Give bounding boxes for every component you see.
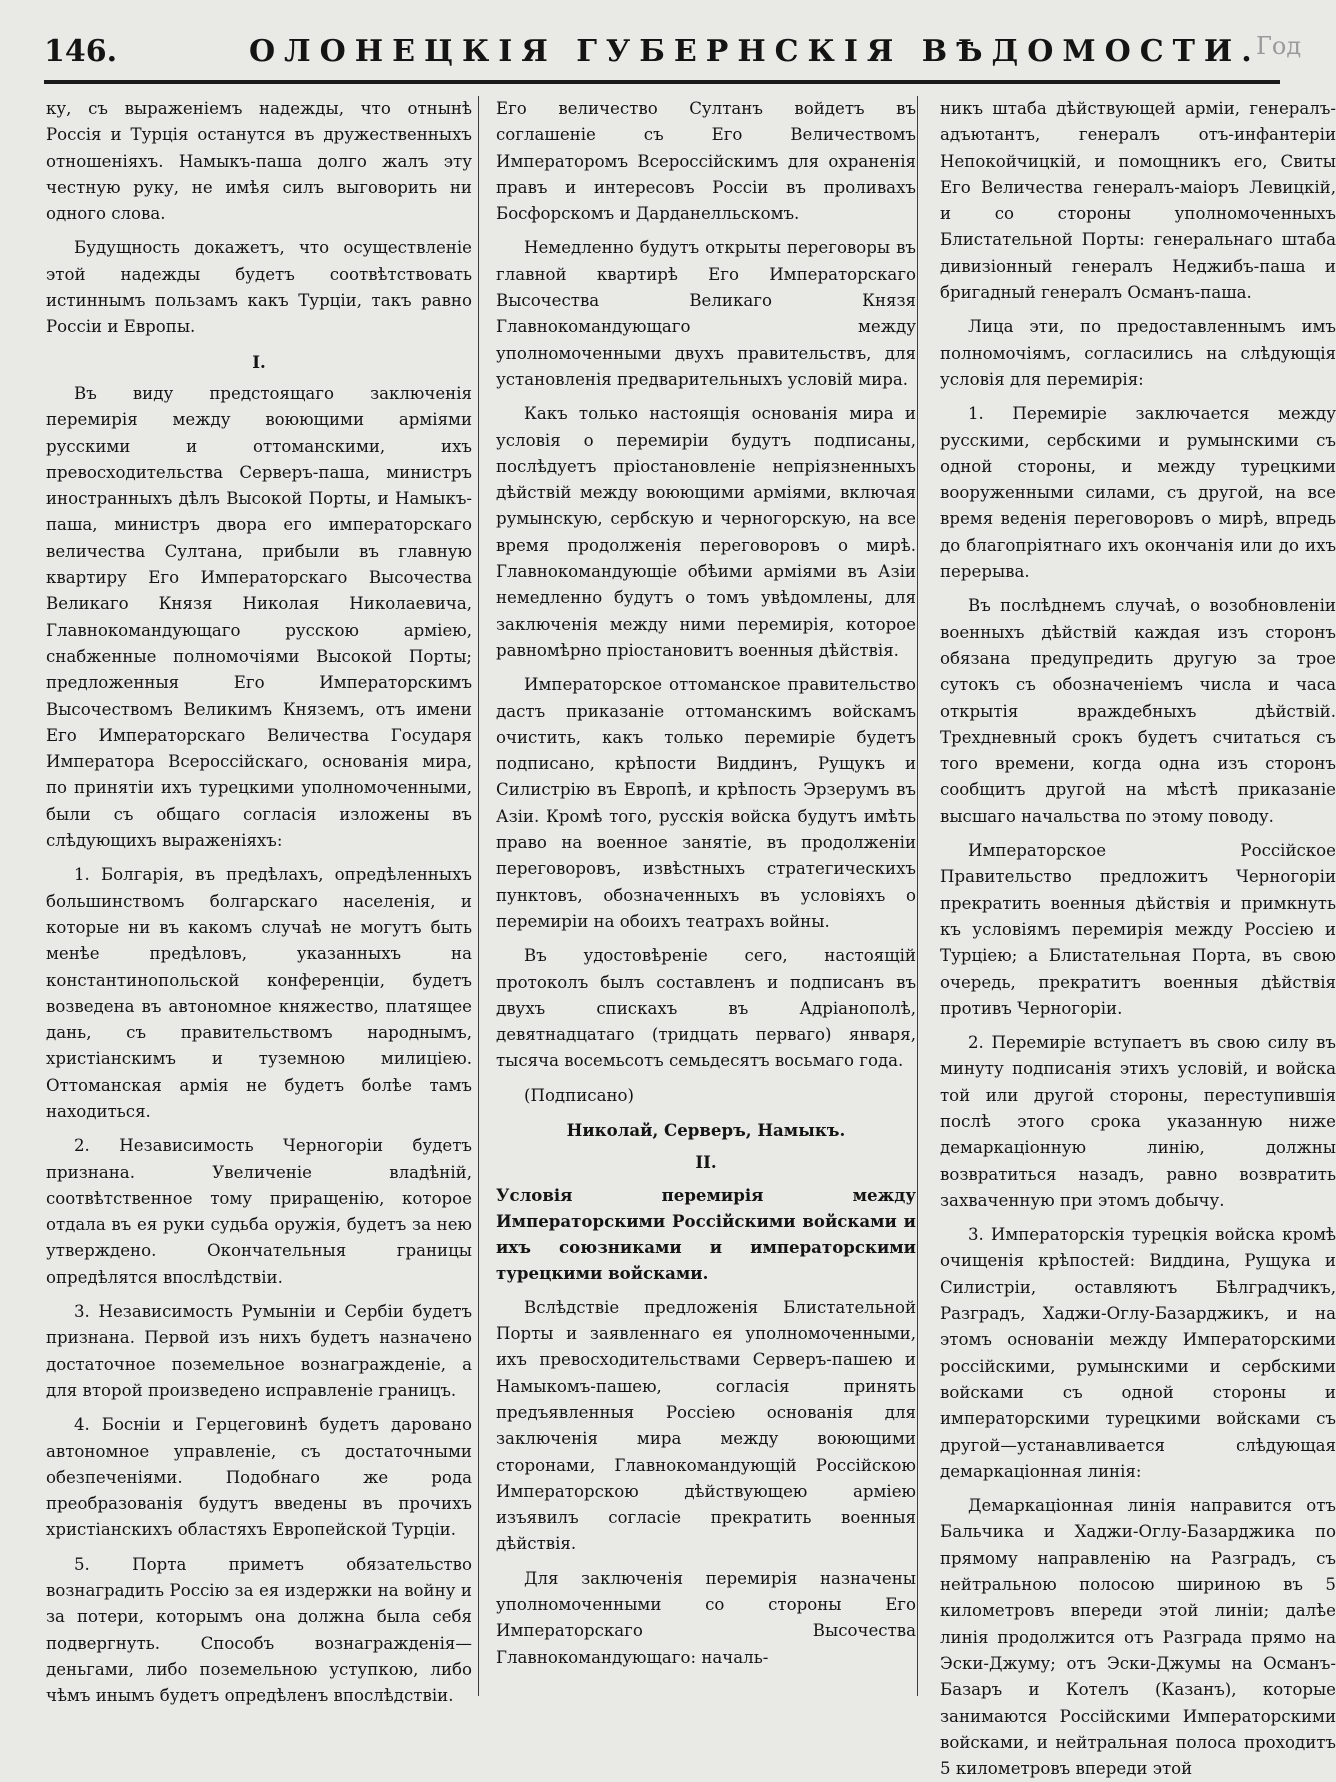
paragraph: Императорское оттоманское правительство дастъ приказаніе оттоманскимъ войскамъ очистить, какъ только перемиріе будетъ подписано, крѣпости Виддинъ, Рущукъ и Силистрію въ Европѣ, и крѣпость Эрзерумъ въ Азіи. Кромѣ того, русскія войска будутъ имѣть право на военное занятіе, въ продолженіи переговоровъ, извѣстныхъ стратегическихъ пунктовъ, обозначенныхъ въ условіяхъ о перемиріи на обоихъ театрахъ войны. (496, 675, 916, 931)
paragraph: Въ послѣднемъ случаѣ, о возобновленіи военныхъ дѣйствій каждая изъ сторонъ обязана предупредить другую за трое сутокъ съ обозначеніемъ числа и часа открытія враждебныхъ дѣйствій. Трехдневный срокъ будетъ считаться съ того времени, когда одна изъ сторонъ сообщитъ другой на мѣстѣ приказаніе высшаго начальства по этому поводу. (940, 596, 1336, 826)
paragraph: 4. Босніи и Герцеговинѣ будетъ даровано автономное управленіе, съ достаточными обезпеченіями. Подобнаго же рода преобразованія будутъ введены въ прочихъ христіанскихъ областяхъ Европейской Турціи. (46, 1415, 472, 1540)
page-number: 146. (44, 34, 118, 69)
signed-note: (Подписано) (524, 1085, 634, 1105)
newspaper-title: ОЛОНЕЦКІЯ ГУБЕРНСКІЯ ВѢДОМОСТИ. (249, 34, 1261, 69)
section-heading-ii: II. (695, 1152, 717, 1173)
paragraph: никъ штаба дѣйствующей арміи, генералъ-адъютантъ, генералъ отъ-инфантеріи Непокойчицкій, и помощникъ его, Свиты Его Величества генералъ-маіоръ Левицкій, и со стороны уполномоченныхъ Блистательной Порты: генеральнаго штаба дивизіонный генералъ Неджибъ-паша и бригадный генералъ Османъ-паша. (940, 99, 1336, 303)
paragraph: Его величество Султанъ войдетъ въ соглашеніе съ Его Величествомъ Императоромъ Всероссійскимъ для охраненія правъ и интересовъ Россіи въ проливахъ Босфорскомъ и Дарданелльскомъ. (496, 99, 916, 224)
paragraph: Въ удостовѣреніе сего, настоящій протоколъ былъ составленъ и подписанъ въ двухъ спискахъ въ Адріанополѣ, девятнадцатаго (тридцать перваго) января, тысяча восемьсотъ семьдесятъ восьмаго года. (496, 946, 916, 1071)
article-columns (38, 96, 1336, 1779)
column-3 (940, 96, 1336, 1779)
paragraph: Демаркаціонная линія направится отъ Бальчика и Хаджи-Оглу-Базарджика по прямому направленію на Разградъ, съ нейтральною полосою шириною въ 5 километровъ впереди этой линіи; далѣе линія продолжится отъ Разграда прямо на Эски-Джуму; отъ Эски-Джумы на Османъ-Базаръ и Котелъ (Казанъ), которые занимаются Россійскими Императорскими войсками, и нейтральная полоса проходитъ 5 километровъ впереди этой (940, 1496, 1336, 1779)
paragraph: 3. Независимость Румыніи и Сербіи будетъ признана. Первой изъ нихъ будетъ назначено достаточное поземельное вознагражденіе, а для второй произведено исправленіе границъ. (46, 1302, 472, 1400)
column-2 (496, 96, 916, 1696)
paragraph: 2. Перемиріе вступаетъ въ свою силу въ минуту подписанія этихъ условій, и войска той или другой стороны, переступившія послѣ этого срока указанную ниже демаркаціонную линію, должны возвратиться назадъ, равно возвратить захваченную при этомъ добычу. (940, 1033, 1336, 1210)
paragraph: Лица эти, по предоставленнымъ имъ полномочіямъ, согласились на слѣдующія условія для перемирія: (940, 317, 1336, 389)
paragraph: 2. Независимость Черногоріи будетъ признана. Увеличеніе владѣній, соотвѣтственное тому приращенію, которое отдала въ ея руки судьба оружія, будетъ за нею утверждено. Окончательныя границы опредѣлятся впослѣдствіи. (46, 1136, 472, 1287)
paragraph: Немедленно будутъ открыты переговоры въ главной квартирѣ Его Императорскаго Высочества Великаго Князя Главнокомандующаго между уполномоченными двухъ правительствъ, для установленія предварительныхъ условій мира. (496, 238, 916, 389)
paragraph: Въ виду предстоящаго заключенія перемирія между воюющими арміями русскими и оттоманскими, ихъ превосходительства Серверъ-паша, министръ иностранныхъ дѣлъ Высокой Порты, и Намыкъ-паша, министръ двора его императорскаго величества Султана, прибыли въ главную квартиру Его Императорскаго Высочества Великаго Князя Николая Николаевича, Главнокомандующаго русскою арміею, снабженные полномочіями Высокой Порты; предложенныя Его Императорскимъ Высочествомъ Великимъ Княземъ, отъ имени Его Императорскаго Величества Государя Императора Всероссійскаго, основанія мира, по принятіи ихъ турецкими уполномоченными, были съ общаго согласія изложены въ слѣдующихъ выраженіяхъ: (46, 383, 472, 851)
paragraph: 3. Императорскія турецкія войска кромѣ очищенія крѣпостей: Виддина, Рущука и Силистріи, оставляютъ Бѣлградчикъ, Разградъ, Хаджи-Оглу-Базарджикъ, и на этомъ основаніи между Императорскими россійскими, румынскими и сербскими войсками съ одной стороны и императорскими турецкими войсками съ другой—устанавливается слѣдующая демаркаціонная линія: (940, 1225, 1336, 1481)
section-subheading: Условія перемирія между Императорскими Россійскими войсками и ихъ союзниками и императорскими турецкими войсками. (496, 1184, 916, 1284)
paragraph: Для заключенія перемирія назначены уполномоченными со стороны Его Императорскаго Высочества Главнокомандующаго: началь- (496, 1568, 916, 1667)
paragraph: 1. Болгарія, въ предѣлахъ, опредѣленныхъ большинствомъ болгарскаго населенія, и которые ни въ какомъ случаѣ не могутъ быть менѣе предѣловъ, указанныхъ на константинопольской конференціи, будетъ возведена въ автономное княжество, платящее дань, съ правительствомъ народнымъ, христіанскимъ и туземною милиціею. Оттоманская армія не будетъ болѣе тамъ находиться. (46, 865, 472, 1121)
section-heading-i: I. (252, 351, 266, 372)
header-rule (44, 80, 1280, 84)
bleed-through-text: Год (1256, 32, 1302, 60)
paragraph: 5. Порта приметъ обязательство вознаградить Россію за ея издержки на войну и за потери, которымъ она должна была себя подвергнуть. Способъ вознагражденія—деньгами, либо поземельною уступкою, либо чѣмъ инымъ будетъ опредѣленъ впослѣдствіи. (46, 1554, 472, 1706)
column-1 (46, 96, 472, 1706)
paragraph: ку, съ выраженіемъ надежды, что отнынѣ Россія и Турція останутся въ дружественныхъ отношеніяхъ. Намыкъ-паша долго жалъ эту честную руку, не имѣя силъ выговорить ни одного слова. (46, 99, 472, 224)
paragraph: 1. Перемиріе заключается между русскими, сербскими и румынскими съ одной стороны, и между турецкими вооруженными силами, съ другой, на все время веденія переговоровъ о мирѣ, впредь до благопріятнаго ихъ окончанія или до ихъ перерыва. (940, 404, 1336, 582)
masthead-bar (44, 28, 1302, 76)
paragraph: Какъ только настоящія основанія мира и условія о перемиріи будутъ подписаны, послѣдуетъ пріостановленіе непріязненныхъ дѣйствій между воюющими арміями, включая румынскую, сербскую и черногорскую, на все время продолженія переговоровъ о мирѣ. Главнокомандующіе обѣими арміями въ Азіи немедленно будутъ о томъ увѣдомлены, для заключенія между ними перемирія, которое равномѣрно пріостановитъ военныя дѣйствія. (496, 404, 916, 660)
paragraph: Вслѣдствіе предложенія Блистательной Порты и заявленнаго ея уполномоченными, ихъ превосходительствами Серверъ-пашею и Намыкомъ-пашею, согласія принять предъявленныя Россіею основанія для заключенія мира между воюющими сторонами, Главнокомандующій Россійскою Императорскою дѣйствующею арміею изъявилъ согласіе прекратить военныя дѣйствія. (496, 1297, 916, 1554)
paragraph: Императорское Россійское Правительство предложитъ Черногоріи прекратить военныя дѣйствія и примкнуть къ условіямъ перемирія между Россіею и Турціею; а Блистательная Порта, въ свою очередь, прекратитъ военныя дѣйствія противъ Черногоріи. (940, 841, 1336, 1018)
signers: Николай, Серверъ, Намыкъ. (566, 1119, 846, 1140)
paragraph: Будущность докажетъ, что осуществленіе этой надежды будетъ соотвѣтствовать истиннымъ пользамъ какъ Турціи, такъ равно Россіи и Европы. (46, 238, 472, 337)
